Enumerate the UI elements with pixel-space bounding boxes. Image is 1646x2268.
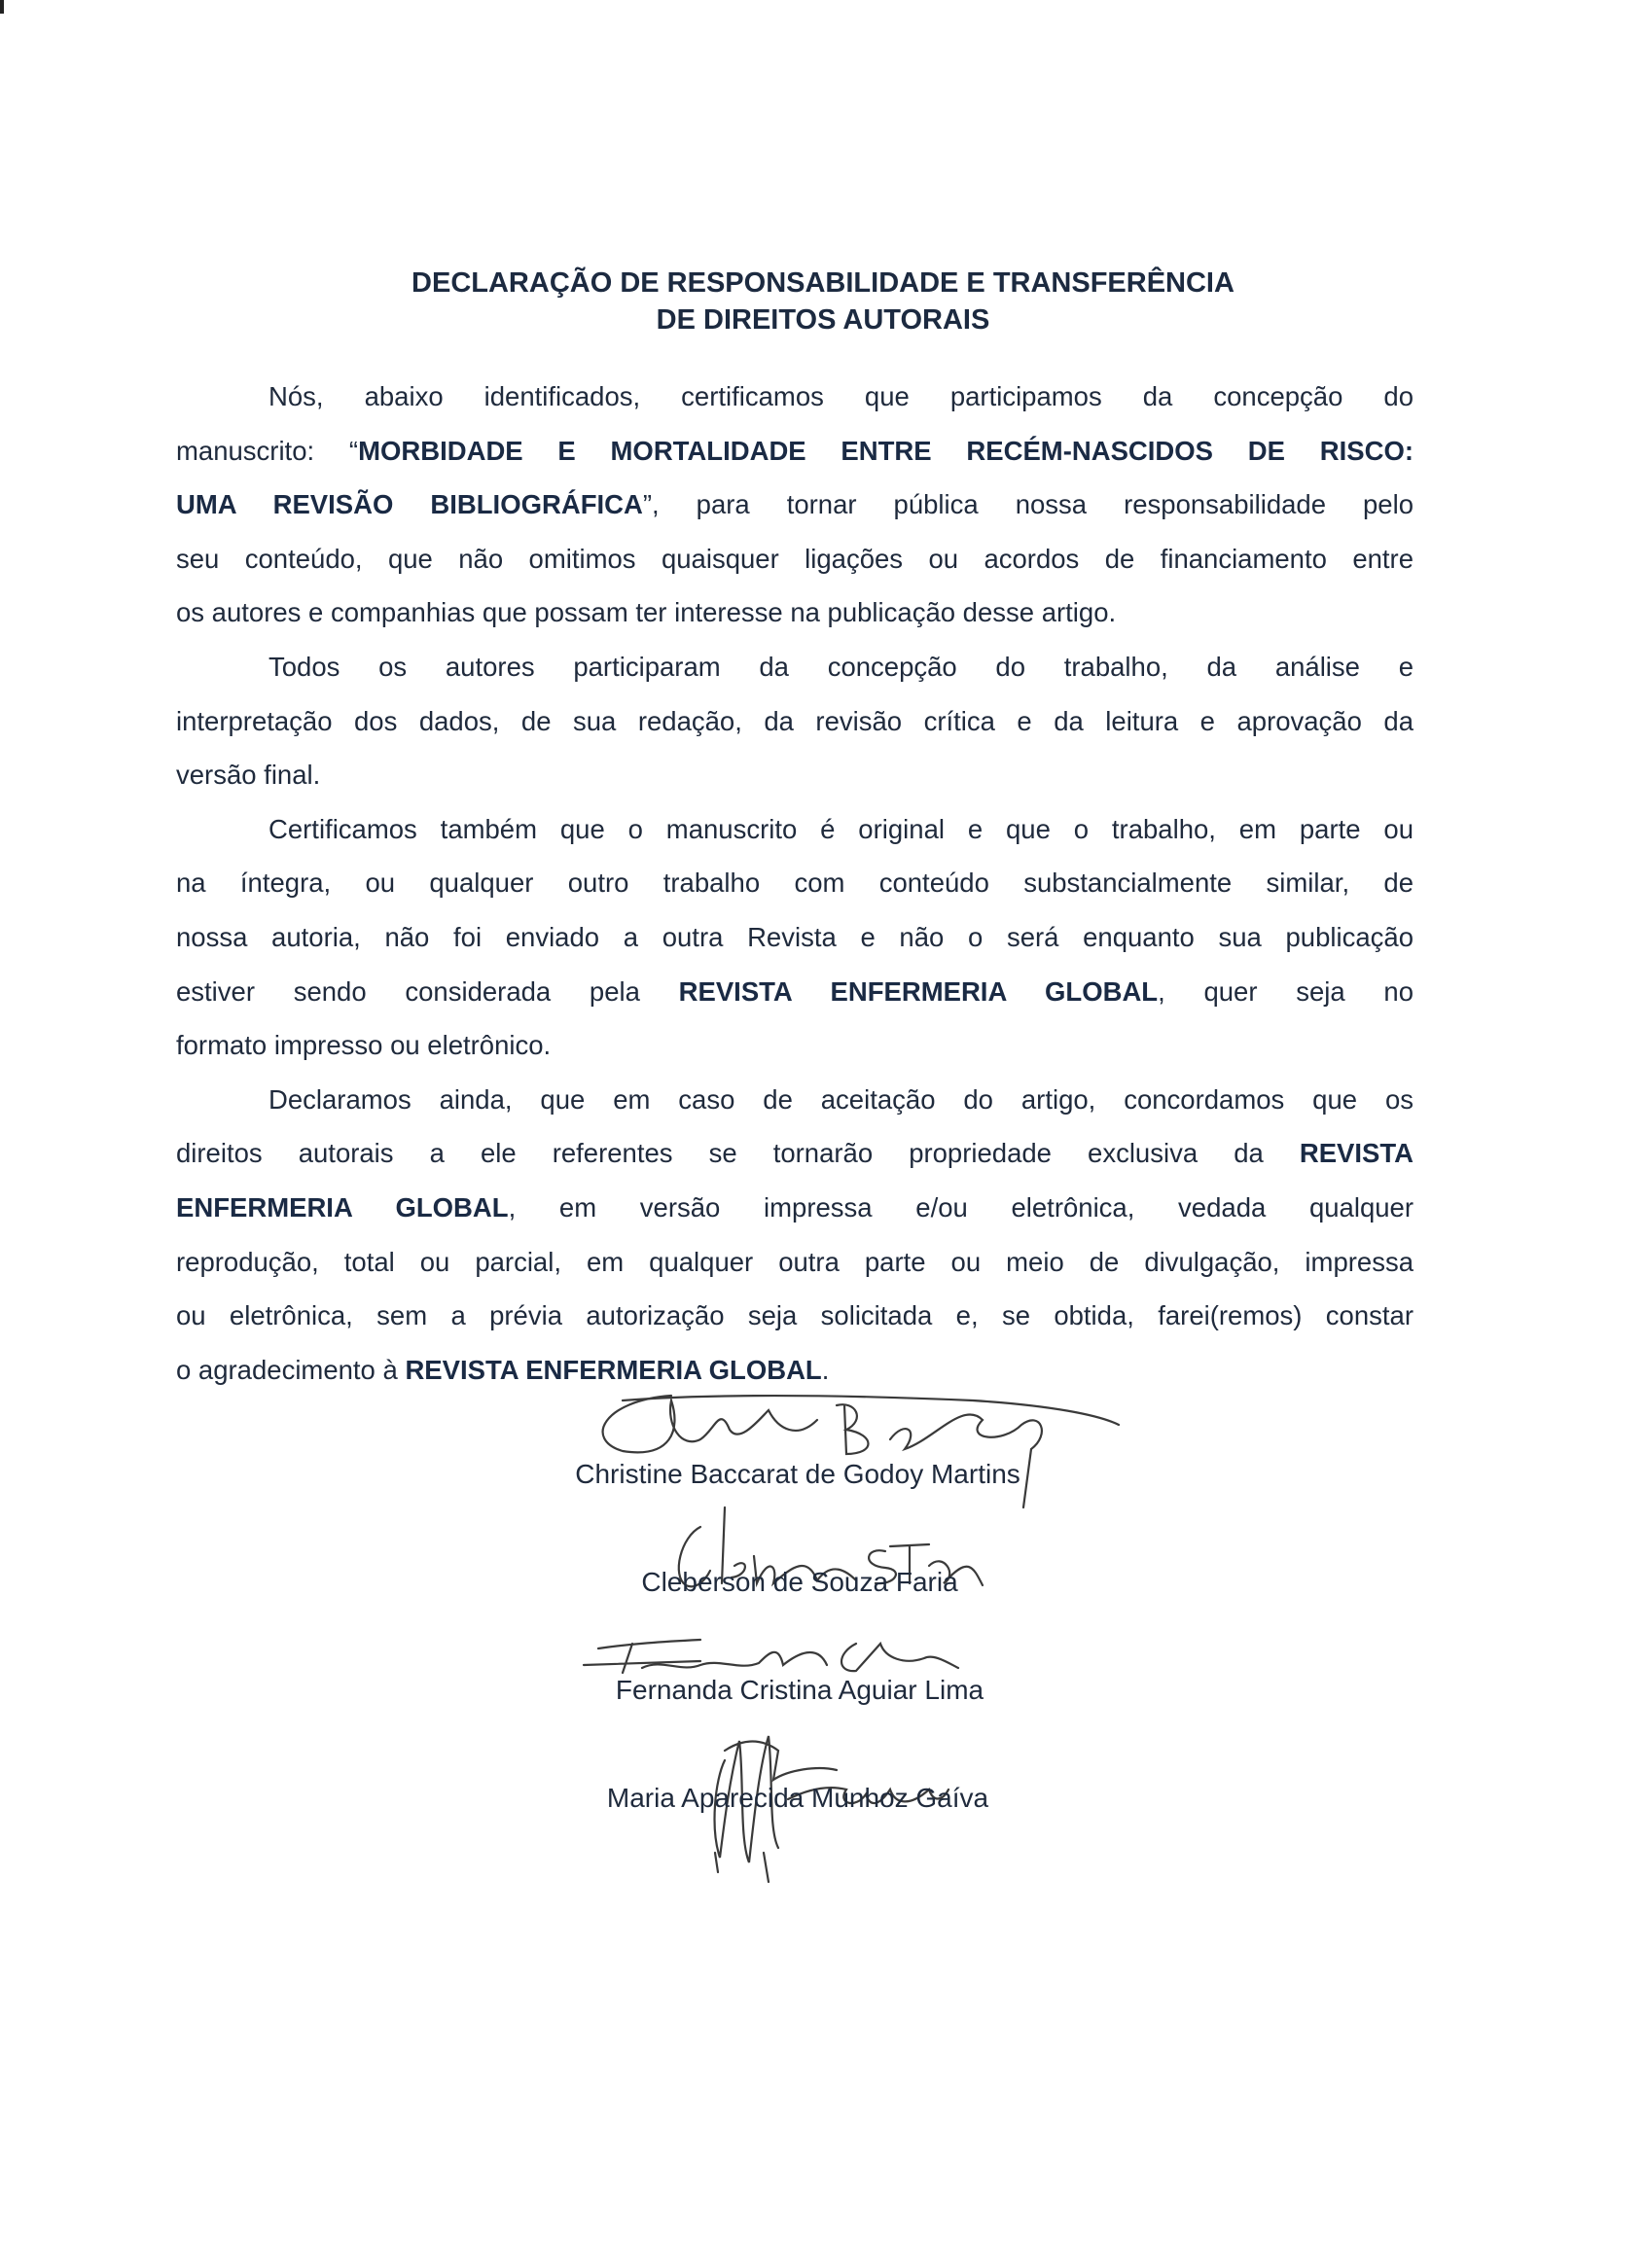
text-segment: , em versão impressa e/ou eletrônica, vedada qualquer: [508, 1191, 1413, 1223]
text-segment: formato impresso ou eletrônico.: [176, 1030, 552, 1061]
text-segment: na íntegra, ou qualquer outro trabalho com conteúdo substancialmente similar, de: [176, 868, 1413, 899]
text-segment: Declaramos ainda, que em caso de aceitação do artigo, concordamos que os: [268, 1083, 1413, 1115]
title-line-1: DECLARAÇÃO DE RESPONSABILIDADE E TRANSFERÊNCIA: [412, 267, 1234, 299]
signature-fernanda: [584, 1640, 958, 1673]
title-line-2: DE DIREITOS AUTORAIS: [656, 304, 990, 336]
text-segment: estiver sendo considerada pela: [176, 975, 679, 1007]
text-segment: os autores e companhias que possam ter interesse na publicação desse artigo.: [176, 597, 1117, 628]
text-segment: , quer seja no: [1158, 975, 1413, 1007]
bold-text: ENFERMERIA GLOBAL: [176, 1191, 509, 1223]
text-segment: manuscrito: “: [176, 435, 359, 466]
text-segment: Todos os autores participaram da concepção do trabalho, da análise e: [268, 651, 1413, 682]
signatory-name-3: Fernanda Cristina Aguiar Lima: [615, 1675, 984, 1705]
bold-text: UMA REVISÃO BIBLIOGRÁFICA: [176, 489, 643, 520]
signature-christine: [603, 1396, 1119, 1507]
bold-text: MORBIDADE E MORTALIDADE ENTRE RECÉM-NASCIDOS DE RISCO:: [358, 435, 1413, 466]
bold-text: REVISTA: [1299, 1138, 1413, 1169]
text-segment: reprodução, total ou parcial, em qualquer outra parte ou meio de divulgação, impressa: [176, 1246, 1413, 1277]
text-segment: direitos autorais a ele referentes se tornarão propriedade exclusiva da: [176, 1138, 1300, 1169]
bold-text: REVISTA ENFERMERIA GLOBAL: [405, 1354, 822, 1385]
text-segment: ou eletrônica, sem a prévia autorização seja solicitada e, se obtida, farei(remos) constar: [176, 1300, 1413, 1331]
text-segment: nossa autoria, não foi enviado a outra Revista e não o será enquanto sua publicação: [176, 921, 1413, 952]
text-segment: Nós, abaixo identificados, certificamos que participamos da concepção do: [268, 381, 1413, 411]
signatory-name-4: Maria Aparecida Munhoz Gaíva: [606, 1783, 989, 1813]
text-segment: interpretação dos dados, de sua redação, da revisão crítica e da leitura e aprovação da: [176, 705, 1413, 736]
signatory-name-1: Christine Baccarat de Godoy Martins: [575, 1459, 1020, 1489]
text-segment: o agradecimento à: [176, 1354, 406, 1385]
text-segment: .: [821, 1354, 830, 1385]
text-segment: seu conteúdo, que não omitimos quaisquer ligações ou acordos de financiamento entre: [176, 543, 1413, 574]
bold-text: REVISTA ENFERMERIA GLOBAL: [678, 975, 1159, 1007]
text-segment: Certificamos também que o manuscrito é original e que o trabalho, em parte ou: [268, 813, 1413, 844]
signatory-name-2: Cleberson de Souza Faria: [641, 1567, 958, 1597]
text-segment: versão final.: [176, 760, 321, 791]
text-segment: ”, para tornar pública nossa responsabilidade pelo: [642, 489, 1414, 520]
